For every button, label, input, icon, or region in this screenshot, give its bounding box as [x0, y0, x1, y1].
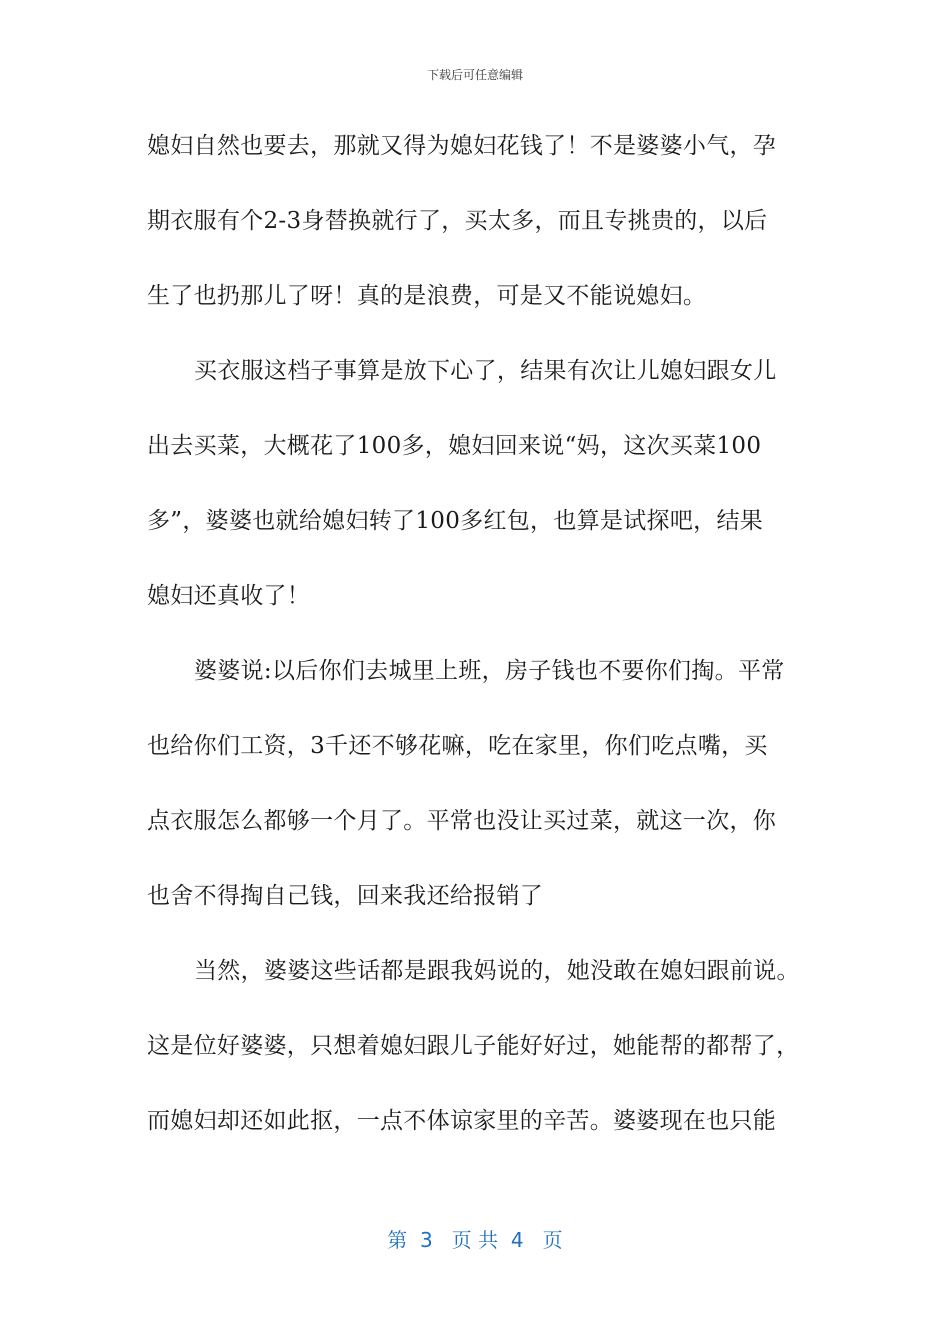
text-line: 出去买菜，大概花了100多，媳妇回来说“妈，这次买菜100: [147, 433, 762, 459]
text-line: 生了也扔那儿了呀！真的是浪费，可是又不能说媳妇。: [147, 283, 707, 309]
paragraph-start-line: 婆婆说:以后你们去城里上班，房子钱也不要你们掏。平常: [194, 658, 785, 684]
text-line: 点衣服怎么都够一个月了。平常也没让买过菜，就这一次，你: [147, 808, 777, 834]
text-line: 也给你们工资，3千还不够花嘛，吃在家里，你们吃点嘴，买: [147, 733, 768, 759]
text-line: 多”，婆婆也就给媳妇转了100多红包，也算是试探吧，结果: [147, 508, 764, 534]
paragraph-start-line: 当然，婆婆这些话都是跟我妈说的，她没敢在媳妇跟前说。: [194, 958, 800, 984]
text-line: 媳妇还真收了！: [147, 583, 311, 609]
text-line: 期衣服有个2-3身替换就行了，买太多，而且专挑贵的，以后: [147, 208, 768, 234]
text-line: 这是位好婆婆，只想着媳妇跟儿子能好好过，她能帮的都帮了，: [147, 1033, 800, 1059]
text-line: 媳妇自然也要去，那就又得为媳妇花钱了！不是婆婆小气，孕: [147, 133, 777, 159]
page-number-footer: 第 3 页 共 4 页: [387, 1228, 563, 1252]
text-line: 也舍不得掏自己钱，回来我还给报销了: [147, 883, 544, 909]
paragraph-start-line: 买衣服这档子事算是放下心了，结果有次让儿媳妇跟女儿: [194, 358, 777, 384]
document-body: [147, 126, 807, 1176]
page-header: 下载后可任意编辑: [426, 68, 523, 82]
text-line: 而媳妇却还如此抠，一点不体谅家里的辛苦。婆婆现在也只能: [147, 1108, 777, 1134]
